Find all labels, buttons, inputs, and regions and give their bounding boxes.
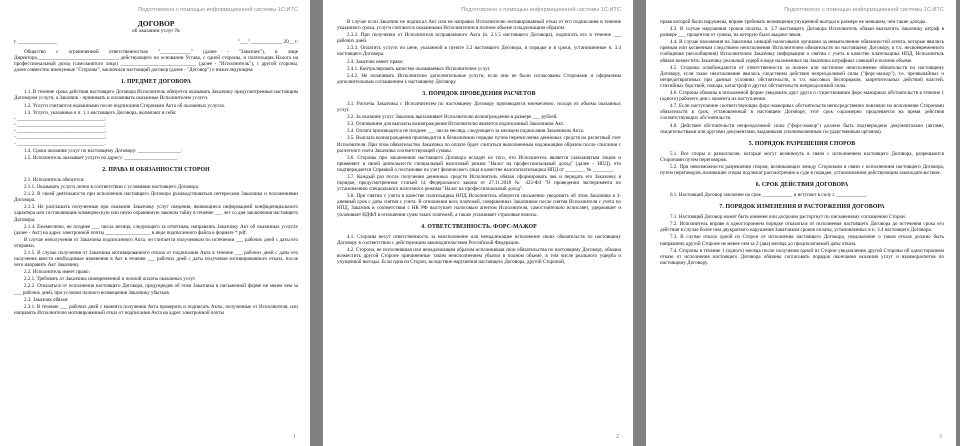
paragraph: 7.2. Исполнитель вправе в одностороннем порядке отказаться от исполнения настоящего Договора до истечения срока его действия в случае более чем двукратного нарушения Заказчиком сроков оплаты, установленных в п. 3.4 настоящего Договора.: [660, 221, 944, 234]
paragraph: 4.2. Сторона, не исполнившая или ненадлежащим образом исполнившая свои обязательства по настоящему Договору, обязана возместить другой Стороне причиненные таким неисполнением убытки в полном объеме, в том числе реального ущерба и упущенной выгоды. Если одна из Сторон, вследствие нарушения настоящего Договора, другой Стороной,: [337, 246, 621, 265]
blank-line: - ___________________________________;: [14, 129, 106, 135]
paragraph: 3.1. Расчеты Заказчика с Исполнителем по настоящему Договору производятся ежемесячно, исходя из объема оказанных услуг.: [337, 100, 621, 114]
paragraph: 5.1. Все споры и разногласия, которые могут возникнуть в связи с исполнением настоящего Договора, разрешаются Сторонами путем переговоров.: [660, 150, 944, 163]
page-number: 1: [293, 434, 296, 440]
paragraph: 6.1. Настоящий Договор заключен на срок ____________ и вступает в силу с ____________.: [670, 192, 868, 199]
paragraph: 3.7. Каждый раз после получения денежных средств Исполнитель обязан сформировать чек и передать его Заказчику в порядке, предусмотренном статьей 14 Федерального закона от 27.11.2018 № 422-ФЗ "О проведении эксперимента по установлению специального налогового режима "Налог на профессиональный доход".: [337, 173, 621, 193]
paragraph: 2.3. Заказчик обязан:: [24, 296, 69, 303]
paragraph: 3.4. Оплата производится не позднее ___ числа месяца, следующего за месяцем подписания Заказчиком Акта.: [347, 128, 584, 135]
document-page-1: [0, 0, 310, 446]
paragraph: 1.1. В течение срока действия настоящего Договора Исполнитель обязуется оказывать Заказчику предусмотренные настоящим Договором услуги, а Заказчик - принимать и оплачивать оказанные Исполнителем услуги.: [14, 89, 298, 102]
paragraph: В случае если Заказчик не подписал Акт или не направил Исполнителю мотивированный отказ от его подписания в течение указанного срока, услуги считаются оказанными Исполнителем в полном объеме и надлежащим образом.: [337, 19, 621, 32]
paragraph: 3.2. За оказание услуг Заказчик выплачивает Исполнителю вознаграждение в размере ___ рублей.: [347, 114, 558, 121]
section-heading: 2. ПРАВА И ОБЯЗАННОСТИ СТОРОН: [102, 166, 210, 173]
paragraph: 4.5. Стороны освобождаются от ответственности за полное или частичное неисполнение обязательств по настоящему Договору, если такое неисполнение явилось следствием действия непреодолимой силы ("форс-мажор"), т.е. чрезвычайных и непредотвратимых при данных условиях обстоятельств, в т.ч. массовых беспорядков, запретительных действий властей, стихийных бедствий, пожара, катастроф и других обстоятельств непреодолимой силы.: [660, 64, 944, 89]
paragraph: 2.4. Заказчик имеет право:: [347, 58, 404, 65]
paragraph: 2.1. Исполнитель обязуется:: [24, 176, 85, 183]
paragraph: 2.3.2. При получении от Исполнителя исправленного Акта (п. 2.1.5 настоящего Договора), подписать его в течение ___ рабочих дней.: [337, 32, 621, 45]
paragraph: 2.3.3. Оплатить услуги по цене, указанной в пункте 3.2 настоящего Договора, в порядке и в сроки, установленные п. 3.4 настоящего Договора.: [337, 45, 621, 58]
preamble: Общество с ограниченной ответственностью "____________" (далее - "Заказчик"), в лице Директора________________________________, действующего на основании Устава, с одной стороны, и плательщик Налога на профессиональный доход (самозанятого лицо) ______________________________ (далее - "Исполнитель"), с другой стороны, далее совместно именуемые "Стороны", заключили настоящий договор (далее - "Договор") о нижеследующем:: [14, 49, 298, 74]
document-page-2: [323, 0, 633, 446]
paragraph: 4.3. В случае нарушения сроков оплаты, п. 3.7 настоящего Договора Исполнитель обязан выплатить Заказчику штраф в размере ___ процентов от суммы, на которую было выдано чеков.: [660, 26, 944, 39]
page-header: Подготовлено с помощью информационной системы 1С:ИТС: [784, 7, 944, 13]
paragraph: 2.4.2. Не оплачивать Исполнителю дополнительные услуги, если они не были согласованы Сторонами и оформлены дополнительным соглашением к настоящему Договору.: [337, 72, 621, 85]
paragraph: 1.5. Исполнитель оказывает услуги по адресу: _____________________.: [24, 154, 179, 161]
section-heading: 7. ПОРЯДОК ИЗМЕНЕНИЯ И РАСТОРЖЕНИЯ ДОГОВОРА: [719, 204, 885, 211]
page-number: 3: [939, 434, 942, 440]
paragraph: 7.1. Настоящий Договор может быть изменен или досрочно расторгнут по письменному соглашению Сторон.: [670, 214, 906, 221]
document-subtitle: об оказании услуг №: [131, 28, 181, 34]
paragraph: 4.7. Если наступление соответствующих форс-мажорных обстоятельств непосредственно повлияло на исполнение Сторонами обязательств в срок, установленный в настоящем Договоре, этот срок соразмерно продлевается на время действия соответствующих обстоятельств.: [660, 103, 944, 122]
section-heading: 4. ОТВЕТСТВЕННОСТЬ. ФОРС-МАЖОР: [421, 223, 537, 230]
paragraph: 7.4. Стороны в течение 1 (одного) месяца после получения одной из Сторон уведомления другой Стороны об одностороннем отказе от исполнения настоящего Договора обязаны согласовать порядок окончания оказания услуг и взаиморасчетов по настоящему Договору.: [660, 247, 944, 266]
section-heading: 6. СРОК ДЕЙСТВИЯ ДОГОВОРА: [755, 182, 849, 189]
paragraph: 2.3.1. В течение ___ рабочих дней с момента получения Акта проверить и подписать Акты, полученные от Исполнителя, или направить Исполнителю мотивированный отказ от подписания Акта на адрес электронной почты: [14, 303, 298, 316]
paragraph: 2.1.4. Ежемесячно, не позднее ___ числа месяца, следующего за отчетным, направлять Заказчику Акт об оказанных услугах (далее - Акт) на адрес электронной почты __________________ в виде подписанного файла в формате * pdf.: [14, 223, 298, 236]
blank-line: - ___________________________________;: [14, 122, 106, 128]
date-field: "___" ____________ 20__ г.: [237, 39, 298, 45]
paragraph: 1.2. Услуги считаются оказанными после подписания Сторонами Акта об оказанных услугах.: [24, 102, 226, 109]
document-page-3: [646, 0, 956, 446]
paragraph: 4.8. Действие обстоятельств непреодолимой силы ("форс-мажор") должно быть подтверждено документально (актами, свидетельствами или другими документами, выданными уполномоченным государственным органом).: [660, 122, 944, 135]
paragraph: 3.3. Основанием для выплаты вознаграждения Исполнителю является подписанный Заказчиком Акт.: [347, 121, 564, 128]
paragraph: 4.1. Стороны несут ответственность за неисполнение или ненадлежащее исполнение своих обязательств по настоящему Договору в соответствии с действующим законодательством Российской Федерации.: [337, 233, 621, 246]
blank-line: - ___________________________________;: [14, 135, 106, 141]
paragraph: 2.1.1. Оказывать услуги лично в соответствии с условиями настоящего Договора.: [24, 184, 200, 191]
paragraph: 2.1.5. В случае получения от Заказчика мотивированного отказа от подписания Акта в течение ___ рабочих дней с даты его получения внести необходимые изменения в Акт в течение ___ рабочих дней с даты получения мотивированного отказа, после чего направить Акт Заказчику.: [14, 249, 298, 269]
page-header: Подготовлено с помощью информационной системы 1С:ИТС: [138, 7, 298, 13]
paragraph: 2.2.2. Отказаться от исполнения настоящего Договора, предупредив об этом Заказчика в письменной форме не менее чем за ___ рабочих дней, при условии полного возмещения Заказчику убытков.: [14, 283, 298, 296]
paragraph: 4.6. Стороны обязаны в письменной форме уведомить друг друга о существовании форс-мажорных обстоятельств в течение 1 (одного) рабочего дня с момента их наступления.: [660, 90, 944, 103]
paragraph: 2.2.1. Требовать от Заказчика своевременной и полной оплаты оказанных услуг.: [24, 276, 196, 283]
paragraph: 4.4. В случае наложения на Заказчика санкций налоговыми органами за невыполнение обязанностей агента, которые явились прямым или косвенным следствием неисполнения Исполнителем обязательств по настоящему Договору, в т.ч. несвоевременного сообщения (несообщения) Исполнителем Заказчику информации о снятии с учета в качестве плательщика НПД, Исполнитель обязан возместить Заказчику реальный ущерб в виде наложенных на Заказчика штрафных санкций в полном объеме.: [660, 39, 944, 64]
paragraph: 3.8. При снятии с учета в качестве плательщика НПД Исполнитель обязуется письменно уведомить об этом Заказчика в 3-дневный срок с даты снятия с учета. В отношении всех платежей, совершенных Заказчиком после снятия Исполнителя с учета по НПД, Заказчик в соответствии с НК РФ выступает налоговым агентом Исполнителя, самостоятельно исчисляет, удерживает и уплачивает НДФЛ в отношении сумм таких платежей, а также уплачивает страховые взносы.: [337, 193, 621, 218]
blank-line: - ___________________________________;: [14, 116, 106, 122]
paragraph: 2.4.1. Контролировать качество оказываемых Исполнителем услуг.: [347, 65, 491, 72]
paragraph: права которой были нарушены, вправе требовать возмещения упущенной выгоды в размере не меньшем, чем такие доходы.: [660, 19, 927, 25]
paragraph: 1.3. Услуги, указанные в п. 1.1 настоящего Договора, включают в себя:: [24, 109, 177, 116]
paragraph: 2.2. Исполнитель имеет право:: [24, 269, 90, 276]
paragraph: 5.2. При невозможности разрешения споров, возникающих между Сторонами в связи с исполнением настоящего Договора, путем переговоров, возникшие споры подлежат рассмотрению в суде в порядке, установленном действующим законодательством.: [660, 163, 944, 176]
paragraph: 1.4. Сроки оказания услуг по настоящему Договору: _________________.: [24, 147, 182, 154]
section-heading: 1. ПРЕДМЕТ ДОГОВОРА: [120, 79, 192, 86]
section-heading: 5. ПОРЯДОК РАЗРЕШЕНИЯ СПОРОВ: [748, 140, 856, 147]
paragraph: 2.1.2. В своей деятельности при исполнении настоящего Договора руководствоваться интересами Заказчика и положениями Договора.: [14, 191, 298, 204]
page-header: Подготовлено с помощью информационной системы 1С:ИТС: [461, 7, 621, 13]
paragraph: В случае неполучения от Заказчика подписанного Акта, он считается полученным по истечении ___ рабочих дней с даты его отправки.: [14, 236, 298, 249]
paragraph: 2.1.3. Не разглашать полученные при оказании Заказчику услуг сведения, являющиеся информацией конфиденциального характера или составляющие коммерческую или иную охраняемую законом тайну в течение ___ лет со дня заключения настоящего Договора.: [14, 204, 298, 223]
city-field: г. _______________: [14, 39, 58, 45]
paragraph: 7.3. В случае отказа одной из Сторон от исполнения настоящего Договора, уведомление о таком отказе должно быть направлено другой Стороне не менее чем за 2 (два) месяца до предполагаемой даты отказа.: [660, 234, 944, 247]
section-heading: 3. ПОРЯДОК ПРОВЕДЕНИЯ РАСЧЕТОВ: [422, 90, 536, 97]
document-title: ДОГОВОР: [137, 19, 175, 28]
paragraph: 3.5. Выплата вознаграждения производится в безналичном порядке путем перечисления денежных средств на расчетный счет Исполнителя. При этом обязательство Заказчика по оплате будет считаться выполненным надлежащим образом после списания с расчетного счета Заказчика соответствующей суммы.: [337, 135, 621, 154]
page-number: 2: [616, 434, 619, 440]
blank-line: - ___________________________________.: [14, 141, 106, 147]
city-date-row: [14, 39, 298, 45]
paragraph: 3.6. Стороны при заключении настоящего Договора исходят из того, что Исполнитель является самозанятым лицом и применяет в своей деятельности специальный налоговый режим "Налог на профессиональный доход" (далее – НПД), что подтверждается Справкой о постановке на учет физического лица в качестве налогоплательщика НПД от ________ № ________.: [337, 154, 621, 173]
